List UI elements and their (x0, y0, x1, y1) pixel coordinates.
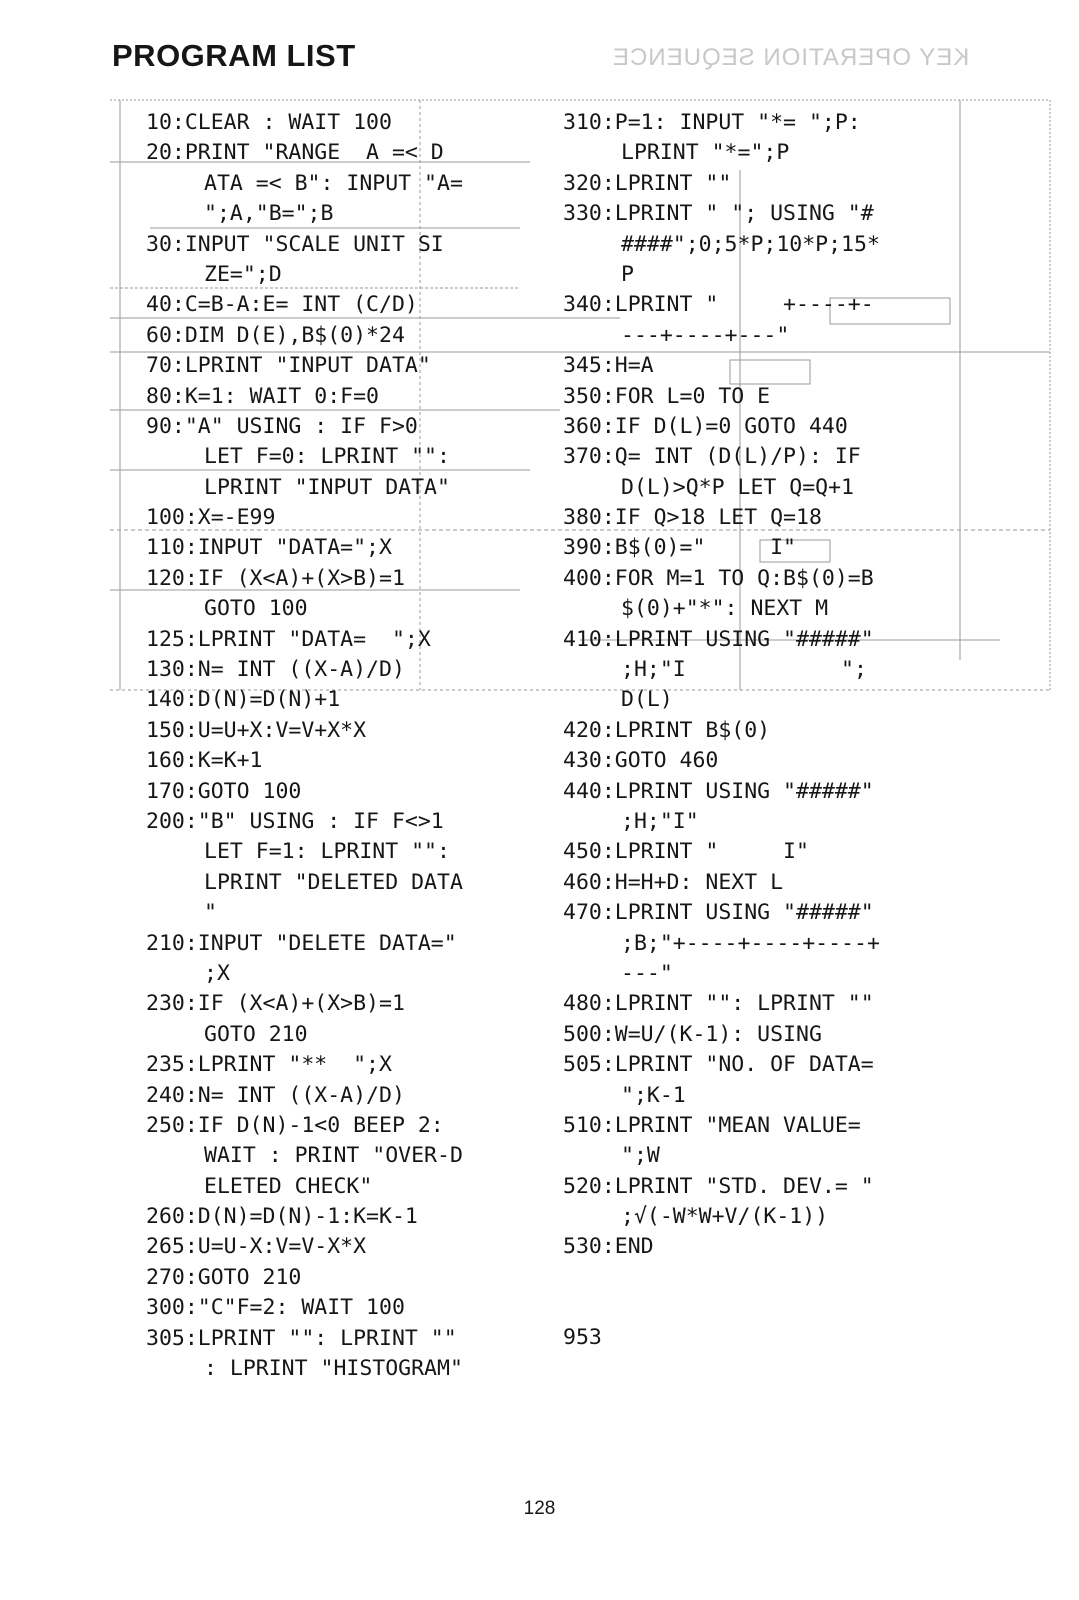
program-line: 430:GOTO 460 (563, 748, 719, 774)
program-line: 440:LPRINT USING "#####" (563, 778, 874, 804)
program-line: P (621, 261, 634, 287)
program-line: 410:LPRINT USING "#####" (563, 626, 874, 652)
program-line: ;√(-W*W+V/(K-1)) (621, 1204, 829, 1230)
program-line: D(L) (621, 687, 673, 713)
program-line: 125:LPRINT "DATA= ";X (146, 626, 431, 652)
program-line: 320:LPRINT "" (563, 170, 732, 196)
program-line: 370:Q= INT (D(L)/P): IF (563, 444, 861, 470)
program-line: 210:INPUT "DELETE DATA=" (146, 930, 457, 956)
program-line: 310:P=1: INPUT "*= ";P: (563, 110, 861, 135)
program-line: GOTO 100 (204, 596, 308, 622)
program-line: 60:DIM D(E),B$(0)*24 (146, 322, 405, 348)
program-line: 130:N= INT ((X-A)/D) (146, 657, 405, 683)
program-line: 10:CLEAR : WAIT 100 (146, 110, 392, 135)
program-line: 340:LPRINT " +----+- (563, 292, 874, 318)
program-line: 420:LPRINT B$(0) (563, 717, 771, 743)
program-line: 230:IF (X<A)+(X>B)=1 (146, 991, 405, 1017)
program-line: ####";0;5*P;10*P;15* (621, 231, 880, 257)
program-line: 530:END (563, 1234, 654, 1260)
program-line: 505:LPRINT "NO. OF DATA= (563, 1052, 874, 1078)
page-heading: PROGRAM LIST (112, 38, 356, 73)
program-line: GOTO 210 (204, 1021, 308, 1047)
program-line: 300:"C"F=2: WAIT 100 (146, 1295, 405, 1321)
program-line: LPRINT "*=";P (621, 140, 790, 166)
byte-count: 953 (563, 1324, 602, 1350)
program-line: 400:FOR M=1 TO Q:B$(0)=B (563, 565, 874, 591)
program-line: 380:IF Q>18 LET Q=18 (563, 505, 822, 531)
program-line: LET F=1: LPRINT "": (204, 839, 450, 865)
spacer (563, 1263, 983, 1323)
program-line: ATA =< B": INPUT "A= (204, 170, 463, 196)
program-line: 70:LPRINT "INPUT DATA" (146, 353, 431, 379)
program-line: 270:GOTO 210 (146, 1264, 302, 1290)
program-line: 305:LPRINT "": LPRINT "" (146, 1325, 457, 1351)
program-line: 110:INPUT "DATA=";X (146, 535, 392, 561)
program-line: $(0)+"*": NEXT M (621, 596, 829, 622)
program-line: 100:X=-E99 (146, 505, 276, 531)
program-line: ;X (204, 960, 230, 986)
page-number: 128 (523, 1498, 556, 1519)
program-line: WAIT : PRINT "OVER-D (204, 1143, 463, 1169)
program-line: 345:H=A (563, 353, 654, 379)
program-line: 480:LPRINT "": LPRINT "" (563, 991, 874, 1017)
program-line: 470:LPRINT USING "#####" (563, 900, 874, 926)
program-line: 260:D(N)=D(N)-1:K=K-1 (146, 1204, 418, 1230)
program-line: 250:IF D(N)-1<0 BEEP 2: (146, 1112, 444, 1138)
program-line: LPRINT "INPUT DATA" (204, 474, 450, 500)
program-line: 240:N= INT ((X-A)/D) (146, 1082, 405, 1108)
program-line: 520:LPRINT "STD. DEV.= " (563, 1173, 874, 1199)
program-line: ;H;"I" (621, 808, 699, 834)
program-column-left (146, 108, 546, 1384)
program-line: 500:W=U/(K-1): USING (563, 1021, 822, 1047)
program-line: ";A,"B=";B (204, 201, 334, 227)
program-line: ;B;"+----+----+----+ (621, 930, 880, 956)
program-column-right (563, 108, 983, 1353)
program-line: 265:U=U-X:V=V-X*X (146, 1234, 367, 1260)
program-line: 450:LPRINT " I" (563, 839, 809, 865)
program-line: : LPRINT "HISTOGRAM" (204, 1356, 463, 1382)
program-line: 390:B$(0)=" I" (563, 535, 796, 561)
program-line: 120:IF (X<A)+(X>B)=1 (146, 565, 405, 591)
program-line: 330:LPRINT " "; USING "# (563, 201, 874, 227)
program-line: 90:"A" USING : IF F>0 (146, 413, 418, 439)
program-line: 20:PRINT "RANGE A =< D (146, 140, 444, 166)
program-line: LET F=0: LPRINT "": (204, 444, 450, 470)
program-line: ;H;"I "; (621, 657, 867, 683)
program-line: 30:INPUT "SCALE UNIT SI (146, 231, 444, 257)
program-line: 510:LPRINT "MEAN VALUE= (563, 1112, 861, 1138)
program-line: 235:LPRINT "** ";X (146, 1052, 392, 1078)
program-line: 80:K=1: WAIT 0:F=0 (146, 383, 379, 409)
program-line: " (204, 900, 217, 926)
program-line: LPRINT "DELETED DATA (204, 869, 463, 895)
program-line: ZE=";D (204, 261, 282, 287)
program-line: 360:IF D(L)=0 GOTO 440 (563, 413, 848, 439)
program-line: ---" (621, 960, 673, 986)
program-line: ---+----+---" (621, 322, 790, 348)
program-line: 160:K=K+1 (146, 748, 263, 774)
program-line: 140:D(N)=D(N)+1 (146, 687, 341, 713)
program-line: ELETED CHECK" (204, 1173, 373, 1199)
program-line: ";K-1 (621, 1082, 686, 1108)
program-line: D(L)>Q*P LET Q=Q+1 (621, 474, 854, 500)
program-line: 460:H=H+D: NEXT L (563, 869, 784, 895)
program-line: 350:FOR L=0 TO E (563, 383, 771, 409)
program-line: 200:"B" USING : IF F<>1 (146, 808, 444, 834)
program-line: 40:C=B-A:E= INT (C/D) (146, 292, 418, 318)
program-line: 170:GOTO 100 (146, 778, 302, 804)
program-line: ";W (621, 1143, 660, 1169)
show-through-heading: KEY OPERATION SEQUENCE (612, 44, 970, 71)
program-line: 150:U=U+X:V=V+X*X (146, 717, 367, 743)
